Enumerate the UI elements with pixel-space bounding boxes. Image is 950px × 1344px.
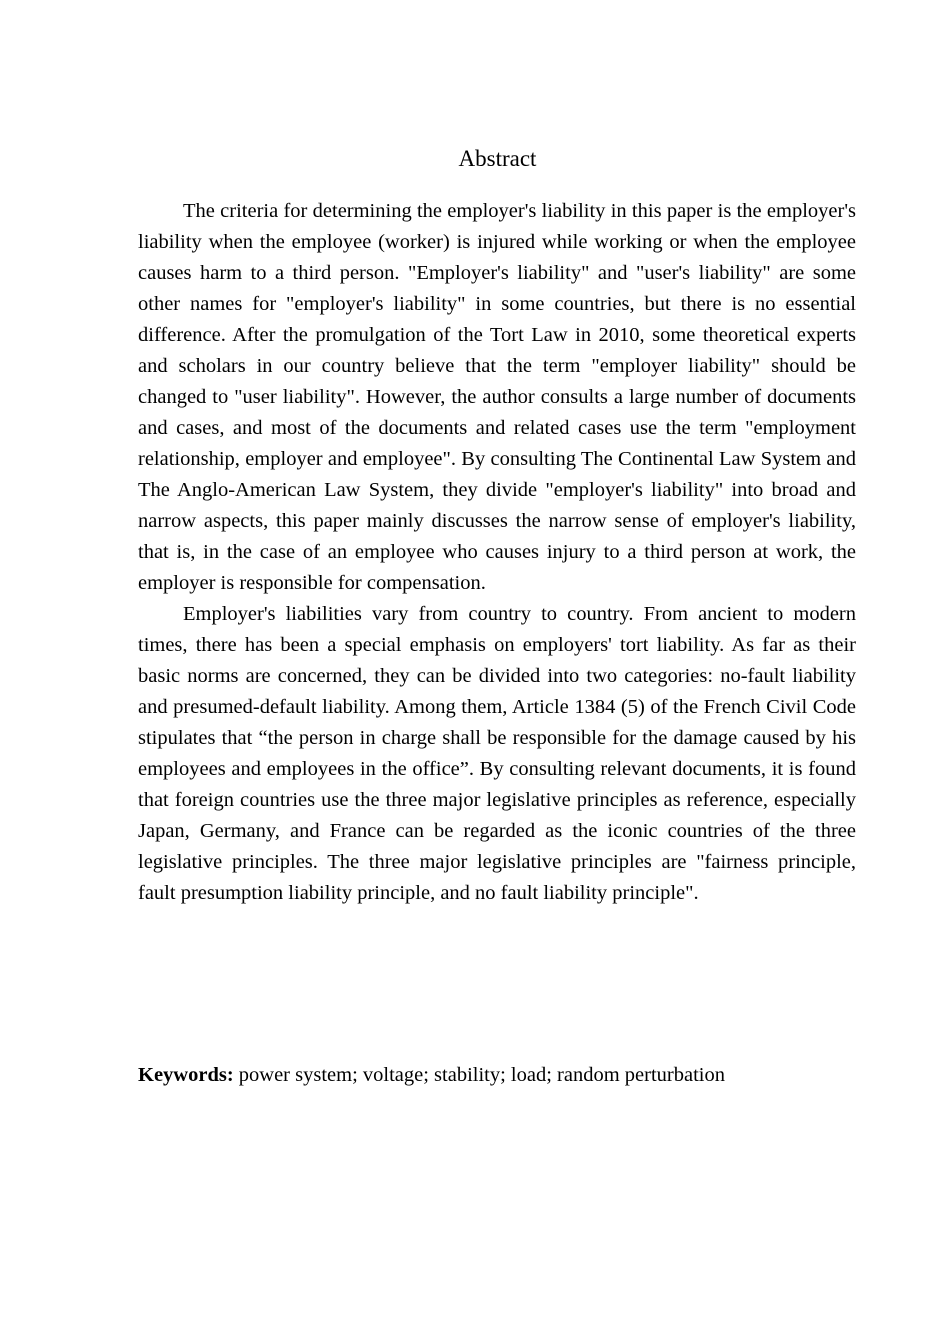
- abstract-paragraph-1: The criteria for determining the employer's liability in this paper is the employer's liability when the employee (worker) is injured while working or when the employee causes harm to a third person. "Employer's liability" and "user's liability" are some other names for "employer's liability" in some countries, but there is no essential difference. After the promulgation of the Tort Law in 2010, some theoretical experts and scholars in our country believe that the term "employer liability" should be changed to "user liability". However, the author consults a large number of documents and cases, and most of the documents and related cases use the term "employment relationship, employer and employee". By consulting The Continental Law System and The Anglo-American Law System, they divide "employer's liability" into broad and narrow aspects, this paper mainly discusses the narrow sense of employer's liability, that is, in the case of an employee who causes injury to a third person at work, the employer is responsible for compensation.: [138, 200, 856, 594]
- keywords-label: Keywords:: [138, 1064, 234, 1086]
- abstract-title: Abstract: [458, 146, 537, 171]
- keywords-value: power system; voltage; stability; load; random perturbation: [238, 1064, 725, 1086]
- abstract-body: [138, 196, 856, 909]
- keywords-line: [138, 1060, 856, 1091]
- abstract-paragraph-2: Employer's liabilities vary from country to country. From ancient to modern times, there has been a special emphasis on employers' tort liability. As far as their basic norms are concerned, they can be divided into two categories: no-fault liability and presumed-default liability. Among them, Article 1384 (5) of the French Civil Code stipulates that “the person in charge shall be responsible for the damage caused by his employees and employees in the office”. By consulting relevant documents, it is found that foreign countries use the three major legislative principles as reference, especially Japan, Germany, and France can be regarded as the iconic countries of the three legislative principles. The three major legislative principles are "fairness principle, fault presumption liability principle, and no fault liability principle".: [138, 603, 856, 904]
